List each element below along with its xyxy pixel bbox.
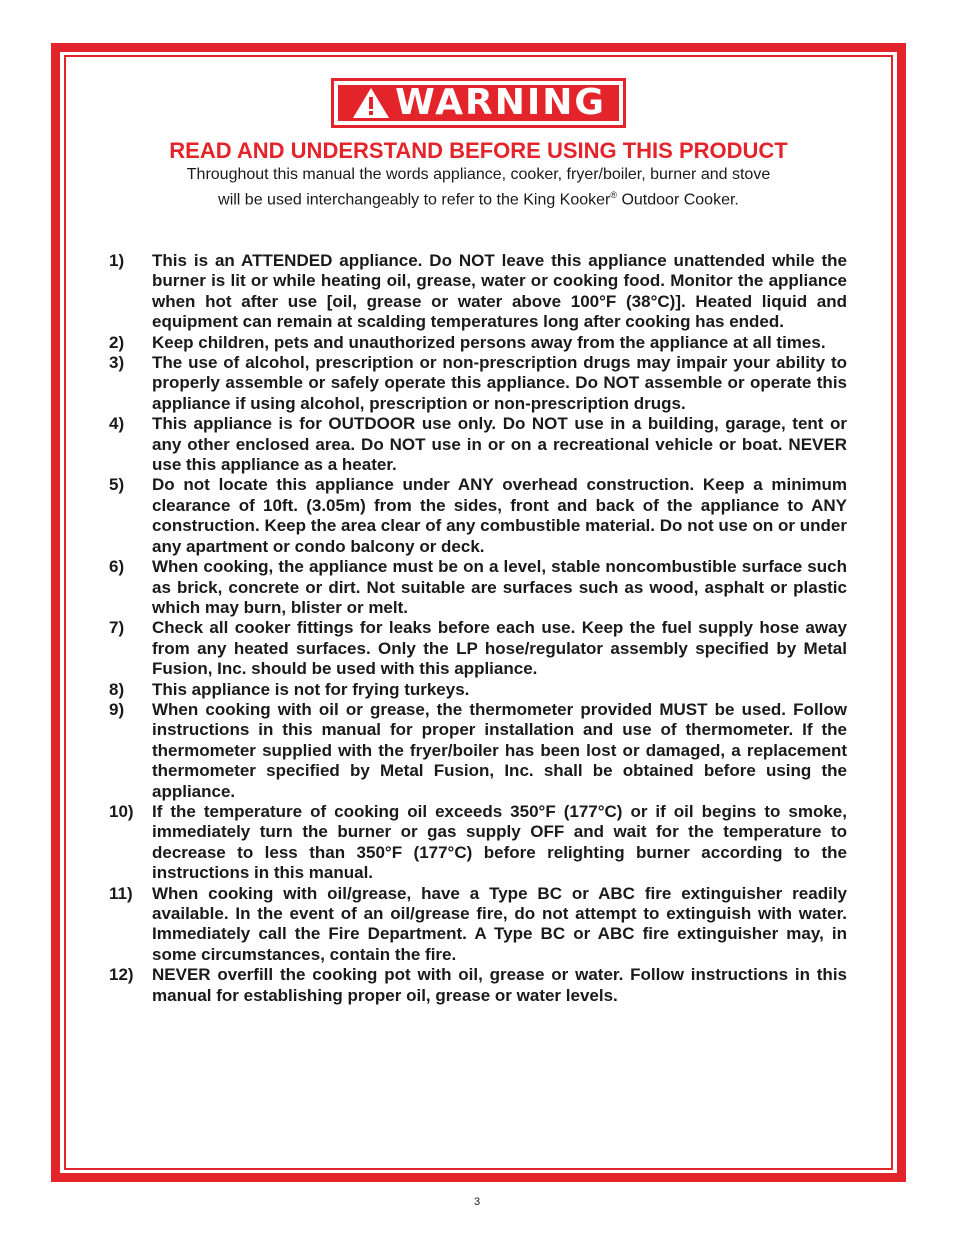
list-item (109, 353, 847, 414)
item-number: 6) (109, 557, 125, 577)
intro-line-2-end: Outdoor Cooker. (617, 191, 739, 209)
registered-mark: ® (610, 190, 618, 200)
list-item (109, 251, 847, 333)
item-number: 2) (109, 332, 125, 352)
intro-line-2: will be used interchangeably to refer to the King Kooker (218, 191, 611, 209)
list-item (109, 333, 847, 353)
item-number: 10) (109, 801, 134, 821)
page-heading: READ AND UNDERSTAND BEFORE USING THIS PRODUCT (169, 138, 788, 163)
list-item (109, 965, 847, 1006)
list-item (109, 680, 847, 700)
item-number: 7) (109, 618, 125, 638)
item-text: NEVER overfill the cooking pot with oil, grease or water. Follow instructions in this manual for establishing proper oil, grease or water levels. (152, 965, 847, 1005)
item-text: This appliance is for OUTDOOR use only. Do NOT use in a building, garage, tent or any other enclosed area. Do NOT use in or on a recreational vehicle or boat. NEVER use this appliance as a heater. (152, 414, 847, 475)
item-number: 4) (109, 414, 125, 434)
list-item (109, 700, 847, 802)
item-text: Do not locate this appliance under ANY overhead construction. Keep a minimum clearance of 10ft. (3.05m) from the sides, front and back of the appliance to ANY construction. Keep the area clear of any combustible material. Do not use on or under any apartment or condo balcony or deck. (152, 475, 847, 556)
intro-paragraph (100, 165, 857, 210)
warning-label: WARNING (395, 82, 606, 123)
page-number: 3 (473, 1196, 481, 1208)
warning-triangle-icon (351, 86, 391, 120)
item-text: When cooking with oil or grease, the thermometer provided MUST be used. Follow instructions in this manual for proper installation and use of thermometer. If the thermometer supplied with the fryer/boiler has been lost or damaged, a replacement thermometer specified by Metal Fusion, Inc. shall be obtained before using the appliance. (152, 699, 847, 801)
list-item (109, 414, 847, 475)
intro-line-1: Throughout this manual the words appliance, cooker, fryer/boiler, burner and stove (186, 166, 771, 183)
warning-banner (331, 78, 626, 128)
item-text: This appliance is not for frying turkeys. (152, 679, 470, 699)
warning-banner-fill (338, 82, 619, 123)
item-text: Check all cooker fittings for leaks before each use. Keep the fuel supply hose away from any heated surfaces. Only the LP hose/regulator assembly specified by Metal Fusion, Inc. should be used with this appliance. (152, 618, 847, 679)
list-item (109, 475, 847, 557)
item-text: This is an ATTENDED appliance. Do NOT leave this appliance unattended while the burner is lit or while heating oil, grease, water or cooking food. Monitor the appliance when hot after use [oil, grease or water above 100°F (38°C)]. Heated liquid and equipment can remain at scalding temperatures long after cooking has ended. (152, 251, 847, 332)
item-text: When cooking, the appliance must be on a level, stable noncombustible surface such as brick, concrete or dirt. Not suitable are surfaces such as wood, asphalt or plastic which may burn, blister or melt. (152, 557, 847, 617)
item-text: If the temperature of cooking oil exceeds 350°F (177°C) or if oil begins to smoke, immediately turn the burner or gas supply OFF and wait for the temperature to decrease to less than 350°F (177°C) before relighting burner according to the instructions in this manual. (152, 801, 847, 883)
item-number: 8) (109, 679, 125, 699)
item-number: 9) (109, 699, 125, 719)
list-item (109, 802, 847, 884)
item-text: The use of alcohol, prescription or non-prescription drugs may impair your ability to properly assemble or safely operate this appliance. Do NOT assemble or operate this appliance if using alcohol, prescription or non-prescription drugs. (152, 353, 847, 413)
list-item (109, 884, 847, 966)
item-number: 11) (109, 883, 133, 903)
list-item (109, 618, 847, 679)
item-number: 12) (109, 965, 134, 985)
list-item (109, 557, 847, 618)
item-text: When cooking with oil/grease, have a Type BC or ABC fire extinguisher readily available. In the event of an oil/grease fire, do not attempt to extinguish with water. Immediately call the Fire Department. A Type BC or ABC fire extinguisher may, in some circumstances, contain the fire. (152, 883, 847, 964)
item-text: Keep children, pets and unauthorized persons away from the appliance at all times. (152, 332, 826, 352)
safety-warnings-list (109, 251, 847, 1006)
item-number: 3) (109, 353, 125, 373)
item-number: 1) (109, 251, 125, 270)
item-number: 5) (109, 475, 125, 495)
